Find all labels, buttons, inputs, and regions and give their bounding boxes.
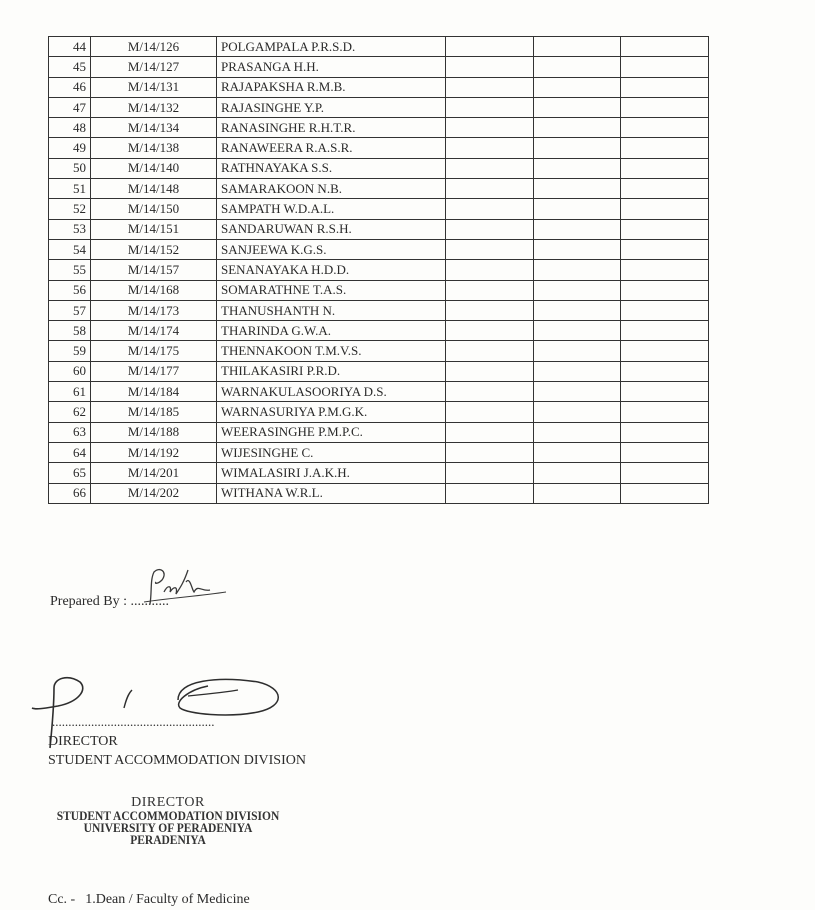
blank-cell [446,37,534,57]
table-row [49,77,709,97]
blank-cell [533,341,621,361]
student-name-cell: SOMARATHNE T.A.S. [217,280,446,300]
student-name-cell: RANAWEERA R.A.S.R. [217,138,446,158]
blank-cell [621,341,709,361]
student-name-cell: THENNAKOON T.M.V.S. [217,341,446,361]
cc-line [48,892,250,908]
row-number-cell: 46 [49,77,91,97]
registration-number-cell: M/14/174 [91,321,217,341]
blank-cell [621,179,709,199]
student-name-cell: THARINDA G.W.A. [217,321,446,341]
blank-cell [533,382,621,402]
student-name-cell: SAMARAKOON N.B. [217,179,446,199]
table-row [49,321,709,341]
blank-cell [621,239,709,259]
student-name-cell: WARNASURIYA P.M.G.K. [217,402,446,422]
student-name-cell: SANJEEWA K.G.S. [217,239,446,259]
blank-cell [446,321,534,341]
row-number-cell: 63 [49,422,91,442]
row-number-cell: 57 [49,300,91,320]
blank-cell [621,158,709,178]
student-name-cell: SAMPATH W.D.A.L. [217,199,446,219]
stamp-line-title: DIRECTOR [131,795,205,810]
blank-cell [533,97,621,117]
registration-number-cell: M/14/132 [91,97,217,117]
table-row [49,361,709,381]
student-name-cell: SENANAYAKA H.D.D. [217,260,446,280]
registration-number-cell: M/14/131 [91,77,217,97]
director-division: STUDENT ACCOMMODATION DIVISION [48,753,306,768]
row-number-cell: 58 [49,321,91,341]
table-row [49,341,709,361]
registration-number-cell: M/14/202 [91,483,217,503]
row-number-cell: 56 [49,280,91,300]
table-row [49,199,709,219]
row-number-cell: 44 [49,37,91,57]
blank-cell [621,442,709,462]
student-name-cell: WIMALASIRI J.A.K.H. [217,463,446,483]
row-number-cell: 59 [49,341,91,361]
registration-number-cell: M/14/127 [91,57,217,77]
registration-number-cell: M/14/192 [91,442,217,462]
registration-number-cell: M/14/184 [91,382,217,402]
table-row [49,260,709,280]
blank-cell [446,442,534,462]
prepared-by-dots: ........ [140,594,169,609]
blank-cell [446,77,534,97]
registration-number-cell: M/14/201 [91,463,217,483]
table-row [49,239,709,259]
row-number-cell: 49 [49,138,91,158]
blank-cell [533,280,621,300]
director-title: DIRECTOR [48,734,118,749]
blank-cell [621,219,709,239]
stamp-line-division: STUDENT ACCOMMODATION DIVISION [56,810,280,824]
blank-cell [621,77,709,97]
blank-cell [446,402,534,422]
blank-cell [446,158,534,178]
registration-number-cell: M/14/148 [91,179,217,199]
blank-cell [533,361,621,381]
blank-cell [533,463,621,483]
row-number-cell: 53 [49,219,91,239]
student-table-container [48,36,709,504]
blank-cell [446,57,534,77]
registration-number-cell: M/14/177 [91,361,217,381]
registration-number-cell: M/14/185 [91,402,217,422]
registration-number-cell: M/14/168 [91,280,217,300]
blank-cell [533,483,621,503]
student-name-cell: THANUSHANTH N. [217,300,446,320]
blank-cell [446,422,534,442]
row-number-cell: 66 [49,483,91,503]
table-row [49,382,709,402]
blank-cell [446,118,534,138]
registration-number-cell: M/14/188 [91,422,217,442]
blank-cell [621,138,709,158]
blank-cell [533,57,621,77]
student-name-cell: RAJASINGHE Y.P. [217,97,446,117]
registration-number-cell: M/14/140 [91,158,217,178]
blank-cell [446,382,534,402]
table-row [49,402,709,422]
blank-cell [621,321,709,341]
blank-cell [446,483,534,503]
blank-cell [533,239,621,259]
blank-cell [533,219,621,239]
blank-cell [446,341,534,361]
row-number-cell: 64 [49,442,91,462]
registration-number-cell: M/14/157 [91,260,217,280]
blank-cell [621,97,709,117]
blank-cell [533,402,621,422]
table-row [49,422,709,442]
student-table-body [49,37,709,504]
table-row [49,483,709,503]
blank-cell [446,239,534,259]
blank-cell [446,300,534,320]
blank-cell [621,199,709,219]
registration-number-cell: M/14/150 [91,199,217,219]
blank-cell [621,422,709,442]
student-name-cell: RANASINGHE R.H.T.R. [217,118,446,138]
blank-cell [446,361,534,381]
student-name-cell: THILAKASIRI P.R.D. [217,361,446,381]
table-row [49,97,709,117]
table-row [49,179,709,199]
blank-cell [446,138,534,158]
table-row [49,57,709,77]
row-number-cell: 54 [49,239,91,259]
blank-cell [446,179,534,199]
blank-cell [446,280,534,300]
table-row [49,280,709,300]
cc-label: Cc. - [48,892,76,907]
row-number-cell: 50 [49,158,91,178]
blank-cell [446,97,534,117]
blank-cell [446,260,534,280]
registration-number-cell: M/14/151 [91,219,217,239]
blank-cell [533,300,621,320]
row-number-cell: 61 [49,382,91,402]
table-row [49,158,709,178]
student-table [48,36,709,504]
cc-item: 1.Dean / Faculty of Medicine [85,892,250,907]
student-name-cell: POLGAMPALA P.R.S.D. [217,37,446,57]
blank-cell [446,219,534,239]
blank-cell [621,280,709,300]
blank-cell [533,260,621,280]
student-name-cell: PRASANGA H.H. [217,57,446,77]
blank-cell [621,300,709,320]
blank-cell [621,361,709,381]
blank-cell [446,199,534,219]
row-number-cell: 55 [49,260,91,280]
row-number-cell: 47 [49,97,91,117]
student-name-cell: RATHNAYAKA S.S. [217,158,446,178]
student-name-cell: WIJESINGHE C. [217,442,446,462]
registration-number-cell: M/14/152 [91,239,217,259]
registration-number-cell: M/14/134 [91,118,217,138]
row-number-cell: 51 [49,179,91,199]
prepared-by-label: Prepared By : ... [50,594,141,609]
registration-number-cell: M/14/175 [91,341,217,361]
row-number-cell: 48 [49,118,91,138]
blank-cell [446,463,534,483]
blank-cell [621,260,709,280]
student-name-cell: SANDARUWAN R.S.H. [217,219,446,239]
registration-number-cell: M/14/138 [91,138,217,158]
blank-cell [533,37,621,57]
student-name-cell: WITHANA W.R.L. [217,483,446,503]
blank-cell [621,463,709,483]
table-row [49,37,709,57]
blank-cell [621,37,709,57]
row-number-cell: 62 [49,402,91,422]
blank-cell [533,77,621,97]
stamp-line-university: UNIVERSITY OF PERADENIYA [83,822,253,836]
registration-number-cell: M/14/173 [91,300,217,320]
blank-cell [533,321,621,341]
blank-cell [533,422,621,442]
registration-number-cell: M/14/126 [91,37,217,57]
blank-cell [533,442,621,462]
student-name-cell: WARNAKULASOORIYA D.S. [217,382,446,402]
row-number-cell: 65 [49,463,91,483]
table-row [49,442,709,462]
official-stamp [48,795,288,847]
stamp-line-city: PERADENIYA [130,834,206,848]
blank-cell [533,179,621,199]
table-row [49,138,709,158]
student-name-cell: WEERASINGHE P.M.P.C. [217,422,446,442]
blank-cell [621,382,709,402]
blank-cell [621,402,709,422]
table-row [49,300,709,320]
blank-cell [621,57,709,77]
blank-cell [533,118,621,138]
row-number-cell: 45 [49,57,91,77]
table-row [49,463,709,483]
preparer-signature [140,562,230,612]
row-number-cell: 60 [49,361,91,381]
blank-cell [533,199,621,219]
row-number-cell: 52 [49,199,91,219]
blank-cell [621,118,709,138]
blank-cell [621,483,709,503]
table-row [49,118,709,138]
blank-cell [533,158,621,178]
table-row [49,219,709,239]
blank-cell [533,138,621,158]
signature-dotted-line: .................................................. [52,714,215,729]
student-name-cell: RAJAPAKSHA R.M.B. [217,77,446,97]
